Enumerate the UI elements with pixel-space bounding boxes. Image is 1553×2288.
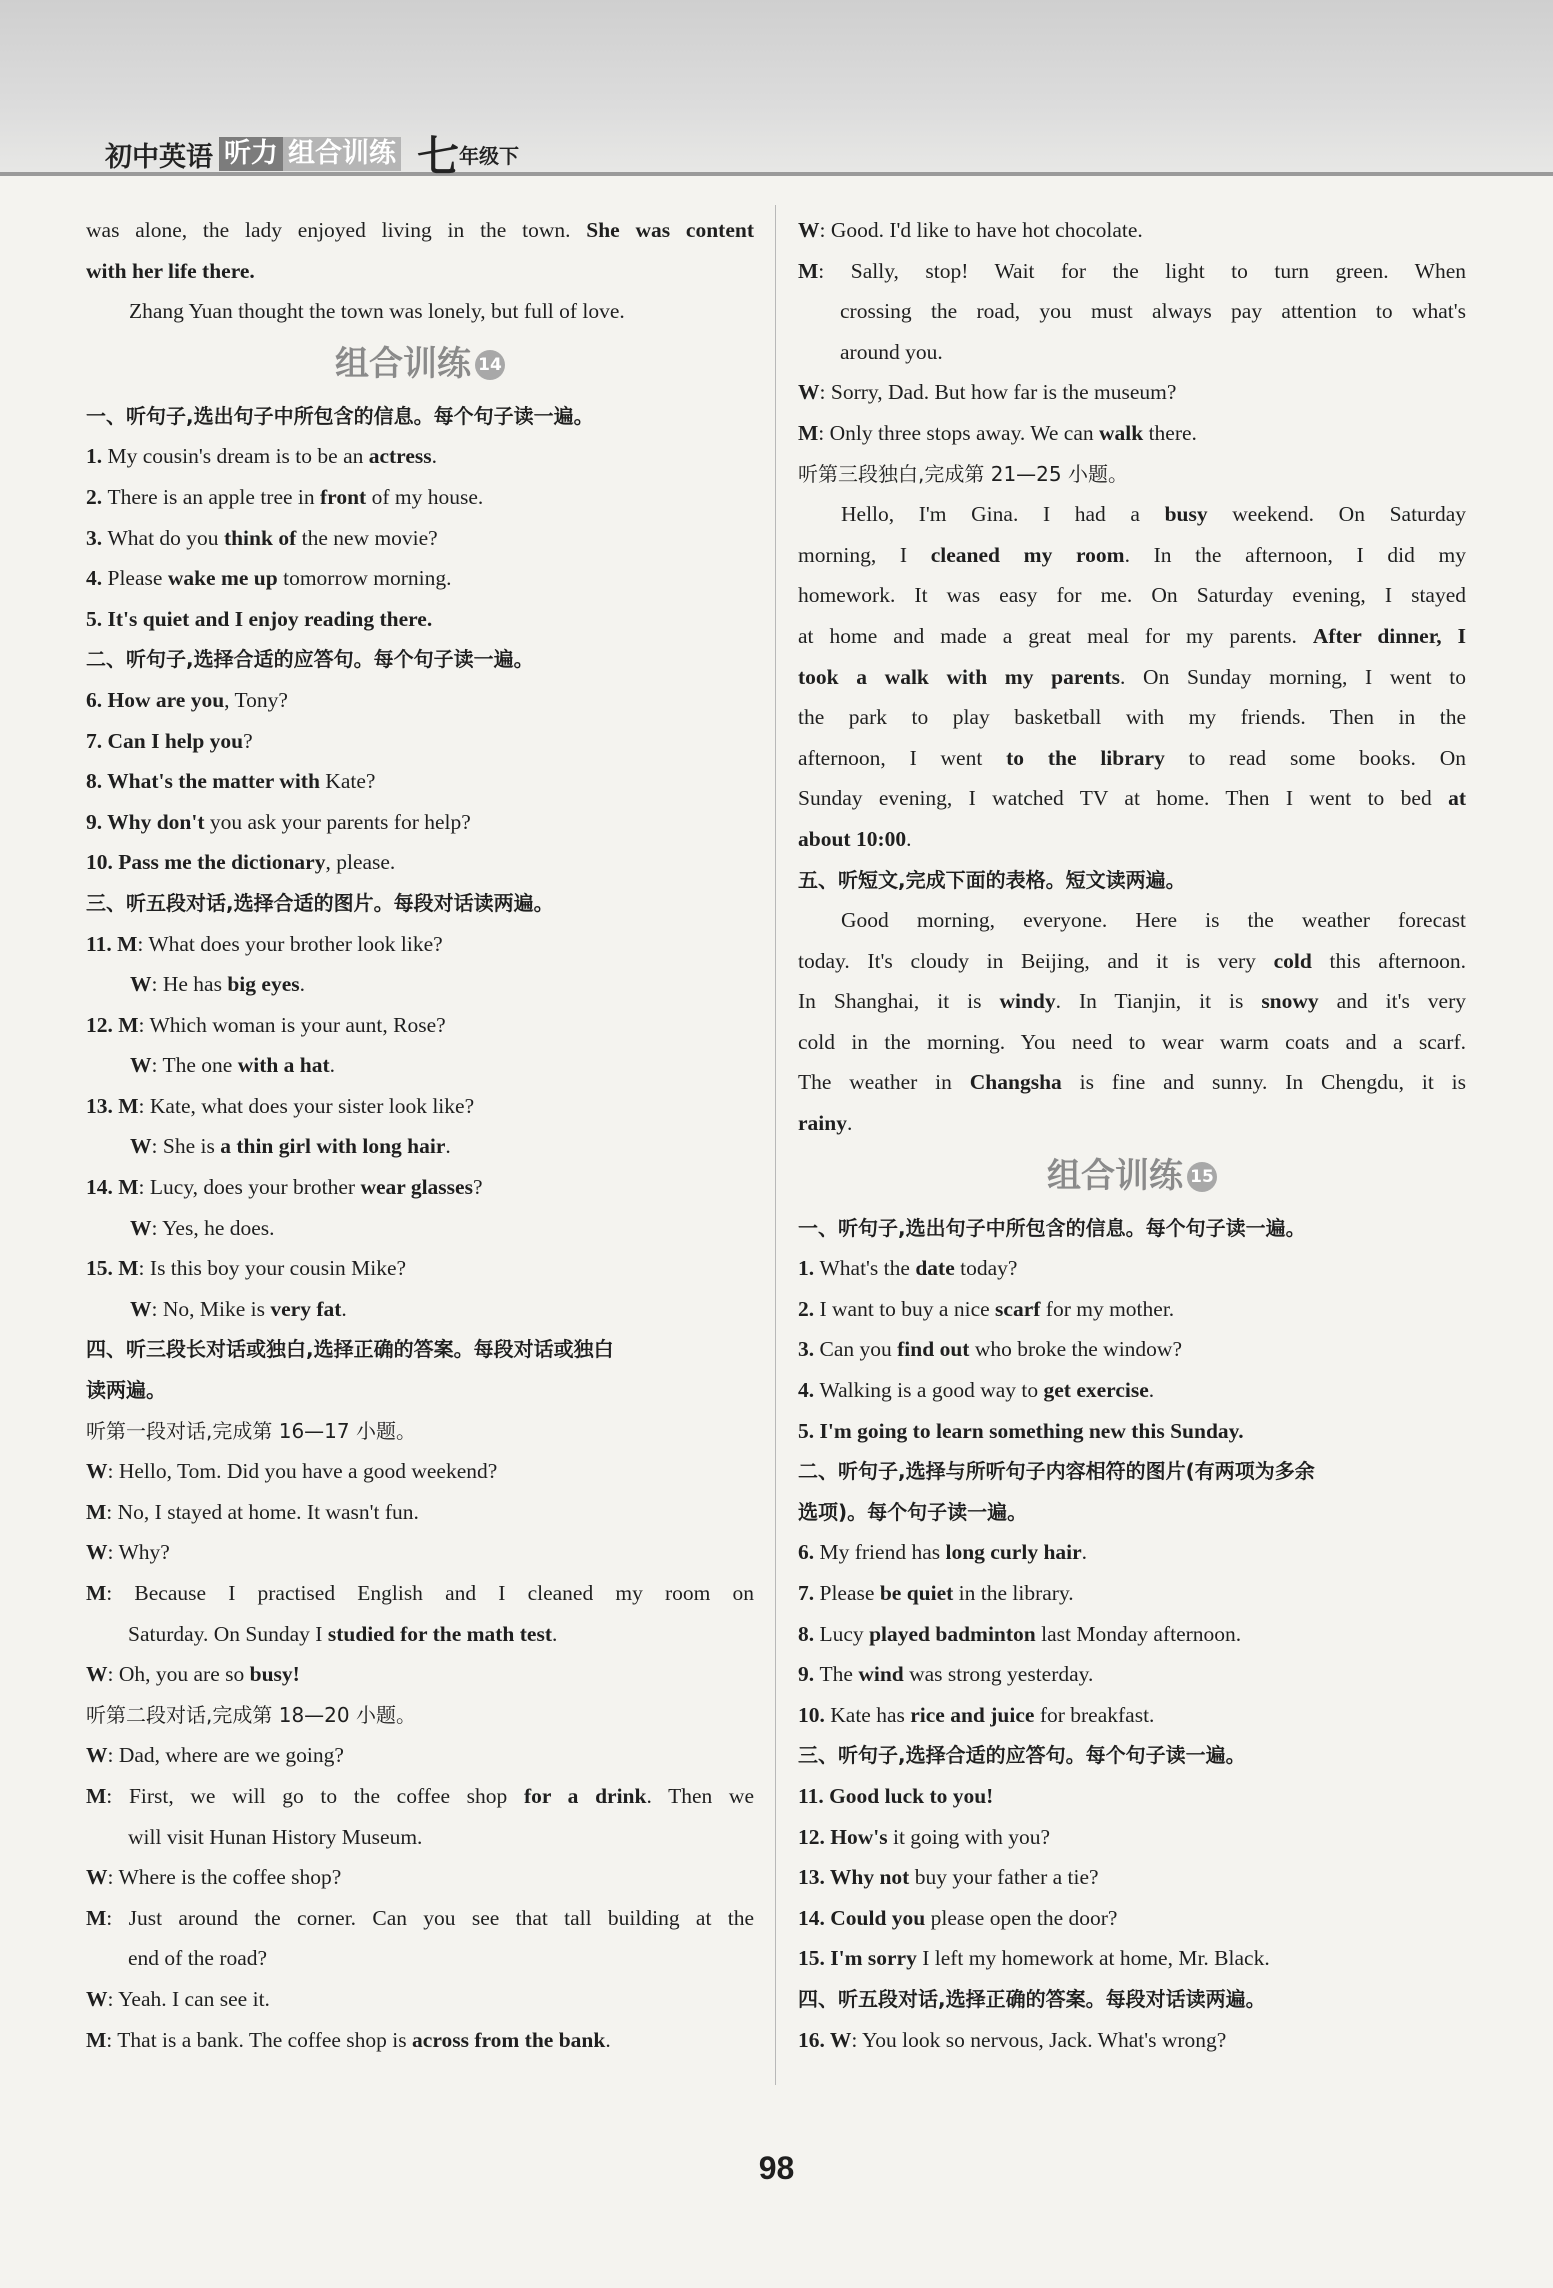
list-item: 10. Kate has rice and juice for breakfast. (798, 1702, 1155, 1727)
dialogue-line: M: First, we will go to the coffee shop for a drink. Then we (86, 1783, 754, 1808)
text-line: homework. It was easy for me. On Saturday evening, I stayed (798, 583, 1466, 608)
list-item: 9. Why don't you ask your parents for help? (86, 809, 471, 834)
grade-number: 七 (417, 132, 460, 181)
text-line: rainy. (798, 1111, 853, 1136)
text-line: was alone, the lady enjoyed living in the town. She was content (86, 218, 754, 242)
section-number-badge: 14 (475, 350, 505, 380)
list-item: 5. I'm going to learn something new this Sunday. (798, 1418, 1244, 1443)
dialogue-line: W: Good. I'd like to have hot chocolate. (798, 218, 1143, 242)
dialogue-line: M: No, I stayed at home. It wasn't fun. (86, 1499, 419, 1524)
text-line: Good morning, everyone. Here is the weather forecast (841, 908, 1466, 933)
list-item: 4. Please wake me up tomorrow morning. (86, 566, 452, 591)
list-item: 7. Can I help you? (86, 728, 253, 753)
list-item: 2. There is an apple tree in front of my house. (86, 484, 484, 509)
text-line: afternoon, I went to the library to read some books. On (798, 745, 1466, 770)
left-column (86, 210, 754, 2060)
list-item: 1. What's the date today? (798, 1256, 1018, 1281)
dialogue-line: W: Oh, you are so busy! (86, 1662, 300, 1687)
list-item: 15. I'm sorry I left my homework at home, Mr. Black. (798, 1946, 1270, 1971)
dialogue-line: M: Sally, stop! Wait for the light to turn green. When (798, 258, 1466, 283)
section-title: 组合训练 14 (86, 332, 754, 396)
section-number-badge: 15 (1187, 1162, 1217, 1192)
book-title: 初中英语 (105, 141, 213, 173)
header-tag-listening: 听力 (219, 137, 283, 171)
dialogue-line: W: Why? (86, 1540, 170, 1565)
dialogue-line: W: Dad, where are we going? (86, 1743, 344, 1768)
text-line: Hello, I'm Gina. I had a busy weekend. On Saturday (841, 502, 1467, 527)
list-item: 7. Please be quiet in the library. (798, 1581, 1074, 1605)
dialogue-line: crossing the road, you must always pay attention to what's (840, 299, 1466, 324)
part-heading: 一、听句子,选出句子中所包含的信息。每个句子读一遍。 (798, 1215, 1306, 1240)
part-heading: 三、听句子,选择合适的应答句。每个句子读一遍。 (798, 1743, 1246, 1768)
text-line: took a walk with my parents. On Sunday morning, I went to (798, 664, 1466, 689)
list-item: 12. How's it going with you? (798, 1824, 1051, 1849)
text-line: cold in the morning. You need to wear warm coats and a scarf. (798, 1029, 1466, 1054)
column-divider (775, 205, 776, 2085)
text-line: In Shanghai, it is windy. In Tianjin, it is snowy and it's very (798, 989, 1466, 1014)
dialogue-line: W: Hello, Tom. Did you have a good weekend? (86, 1459, 498, 1484)
part-heading: 选项)。每个句子读一遍。 (798, 1499, 1028, 1524)
list-item: 6. My friend has long curly hair. (798, 1540, 1088, 1565)
text-line: The weather in Changsha is fine and sunny. In Chengdu, it is (798, 1070, 1467, 1095)
part-heading: 四、听五段对话,选择正确的答案。每段对话读两遍。 (798, 1986, 1266, 2011)
running-header (105, 124, 519, 184)
dialogue-line: 11. M: What does your brother look like? (86, 931, 443, 956)
list-item: 11. Good luck to you! (798, 1783, 994, 1808)
dialogue-line: W: The one with a hat. (130, 1053, 336, 1078)
part-heading: 三、听五段对话,选择合适的图片。每段对话读两遍。 (86, 890, 554, 915)
list-item: 1. My cousin's dream is to be an actress. (86, 444, 437, 469)
dialogue-line: W: Sorry, Dad. But how far is the museum? (798, 380, 1177, 405)
sub-heading: 听第二段对话,完成第 18—20 小题。 (86, 1702, 416, 1727)
text-line: the park to play basketball with my friends. Then in the (798, 705, 1466, 730)
dialogue-line: W: Where is the coffee shop? (86, 1865, 342, 1890)
dialogue-line: 12. M: Which woman is your aunt, Rose? (86, 1012, 446, 1037)
dialogue-line: W: No, Mike is very fat. (130, 1296, 347, 1321)
part-heading: 四、听三段长对话或独白,选择正确的答案。每段对话或独白 (86, 1337, 614, 1362)
text-line: at home and made a great meal for my parents. After dinner, I (798, 623, 1466, 648)
part-heading: 读两遍。 (86, 1378, 166, 1403)
dialogue-line: Saturday. On Sunday I studied for the math test. (128, 1621, 558, 1646)
list-item: 8. What's the matter with Kate? (86, 769, 376, 794)
page-number: 98 (758, 2150, 795, 2186)
list-item: 14. Could you please open the door? (798, 1905, 1118, 1930)
right-column (798, 210, 1466, 2060)
dialogue-line: will visit Hunan History Museum. (128, 1824, 423, 1849)
list-item: 5. It's quiet and I enjoy reading there. (86, 606, 433, 631)
text-line: with her life there. (86, 258, 255, 283)
list-item: 6. How are you, Tony? (86, 687, 288, 712)
list-item: 3. Can you find out who broke the window? (798, 1337, 1183, 1362)
text-line: today. It's cloudy in Beijing, and it is very cold this afternoon. (798, 948, 1466, 973)
list-item: 4. Walking is a good way to get exercise. (798, 1378, 1155, 1403)
part-heading: 五、听短文,完成下面的表格。短文读两遍。 (798, 867, 1186, 892)
text-line: Sunday evening, I watched TV at home. Then I went to bed at (798, 786, 1466, 811)
dialogue-line: W: He has big eyes. (130, 972, 305, 997)
list-item: 13. Why not buy your father a tie? (798, 1865, 1099, 1890)
dialogue-line: W: Yeah. I can see it. (86, 1986, 270, 2011)
text-line: morning, I cleaned my room. In the afternoon, I did my (798, 542, 1466, 567)
dialogue-line: W: She is a thin girl with long hair. (130, 1134, 451, 1159)
sub-heading: 听第三段独白,完成第 21—25 小题。 (798, 461, 1128, 486)
list-item: 10. Pass me the dictionary, please. (86, 850, 396, 875)
sub-heading: 听第一段对话,完成第 16—17 小题。 (86, 1418, 416, 1443)
part-heading: 二、听句子,选择合适的应答句。每个句子读一遍。 (86, 647, 534, 672)
dialogue-line: 14. M: Lucy, does your brother wear glasses? (86, 1175, 483, 1200)
list-item: 3. What do you think of the new movie? (86, 525, 438, 550)
dialogue-line: 15. M: Is this boy your cousin Mike? (86, 1256, 407, 1281)
list-item: 8. Lucy played badminton last Monday afternoon. (798, 1621, 1242, 1646)
dialogue-line: end of the road? (128, 1946, 268, 1971)
list-item: 9. The wind was strong yesterday. (798, 1662, 1094, 1687)
part-heading: 一、听句子,选出句子中所包含的信息。每个句子读一遍。 (86, 403, 594, 428)
text-line: Zhang Yuan thought the town was lonely, but full of love. (129, 299, 625, 324)
text-line: about 10:00. (798, 826, 912, 851)
section-title: 组合训练 15 (798, 1144, 1466, 1208)
part-heading: 二、听句子,选择与所听句子内容相符的图片(有两项为多余 (798, 1459, 1315, 1484)
dialogue-line: W: Yes, he does. (130, 1215, 275, 1240)
dialogue-line: 13. M: Kate, what does your sister look like? (86, 1093, 475, 1118)
dialogue-line: M: Because I practised English and I cleaned my room on (86, 1581, 754, 1605)
dialogue-line: M: Only three stops away. We can walk there. (798, 420, 1197, 445)
header-tag-training: 组合训练 (283, 137, 401, 171)
dialogue-line: M: Just around the corner. Can you see that tall building at the (86, 1905, 754, 1930)
dialogue-line: 16. W: You look so nervous, Jack. What's wrong? (798, 2027, 1227, 2052)
dialogue-line: M: That is a bank. The coffee shop is across from the bank. (86, 2027, 611, 2052)
grade-sub: 年级下 (459, 143, 520, 168)
list-item: 2. I want to buy a nice scarf for my mother. (798, 1296, 1175, 1321)
dialogue-line: around you. (840, 339, 943, 364)
